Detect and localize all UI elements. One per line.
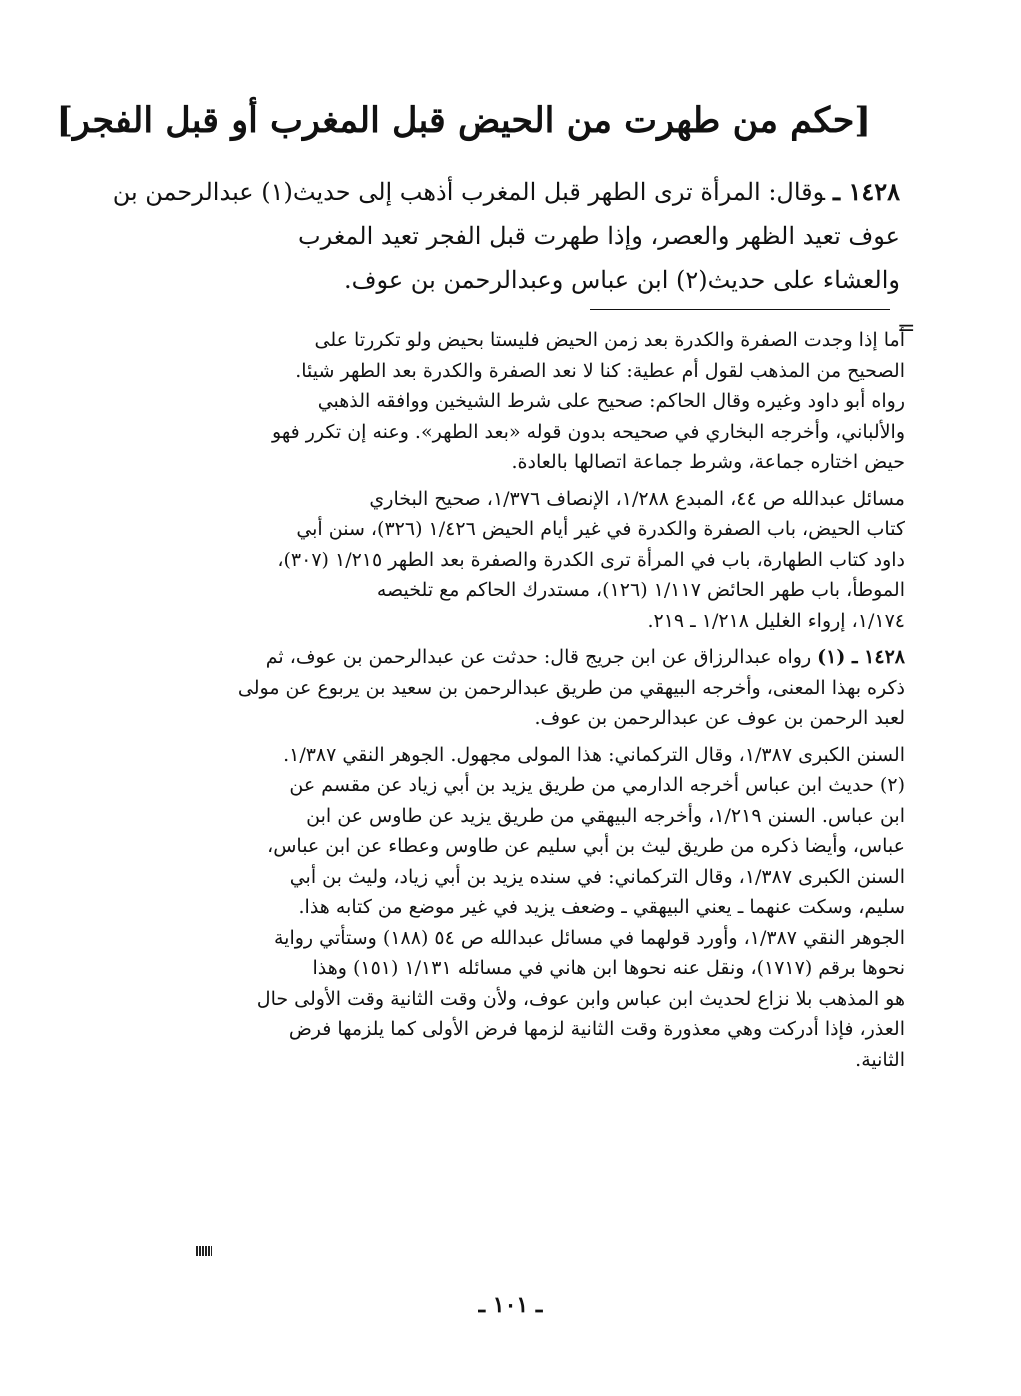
main-text: [112, 170, 900, 302]
main-line-1-text: وقال: المرأة ترى الطهر قبل المغرب أذهب إلى حديث(١) عبدالرحمن بن: [112, 178, 826, 206]
footnote-2-line: العذر، فإذا أدركت وهي معذورة وقت الثانية لزمها فرض الأولى كما يلزمها فرض: [288, 1018, 905, 1040]
footnote-1-line: ذكره بهذا المعنى، وأخرجه البيهقي من طريق عبدالرحمن بن سعيد بن يربوع عن مولى: [237, 676, 905, 699]
footnote-2-line: (٢) حديث ابن عباس أخرجه الدارمي من طريق يزيد بن أبي زياد عن مقسم عن: [289, 774, 905, 796]
commentary-line: أما إذا وجدت الصفرة والكدرة بعد زمن الحيض فليستا بحيض ولو تكررتا على: [314, 329, 905, 351]
footnote-divider: [590, 309, 890, 310]
footnote-1-line: لعبد الرحمن بن عوف عن عبدالرحمن بن عوف.: [534, 707, 905, 729]
page-number: ـ ١٠١ ـ: [478, 1292, 543, 1318]
reference-line: ١/١٧٤، إرواء الغليل ١/٢١٨ ـ ٢١٩.: [647, 609, 905, 632]
footnote-2-line: الجوهر النقي ١/٣٨٧، وأورد قولهما في مسائل عبدالله ص ٥٤ (١٨٨) وستأتي رواية: [273, 926, 905, 949]
entry-number: ١٤٢٨ ـ: [833, 177, 900, 206]
footnote-1-number: ١٤٢٨ ـ (١): [817, 646, 905, 668]
continuation-mark: =: [897, 316, 916, 341]
commentary-line: رواه أبو داود وغيره وقال الحاكم: صحيح على شرط الشيخين ووافقه الذهبي: [317, 390, 905, 412]
commentary-line: الصحيح من المذهب لقول أم عطية: كنا لا نعد الصفرة والكدرة بعد الطهر شيئا.: [295, 359, 905, 382]
commentary-line: والألباني، وأخرجه البخاري في صحيحه بدون قوله «بعد الطهر». وعنه إن تكرر فهو: [272, 420, 905, 443]
footnote-1-text: رواه عبدالرزاق عن ابن جريج قال: حدثت عن عبدالرحمن بن عوف، ثم: [265, 646, 812, 668]
reference-line: مسائل عبدالله ص ٤٤، المبدع ١/٢٨٨، الإنصاف ١/٣٧٦، صحيح البخاري: [369, 487, 905, 510]
reference-line: كتاب الحيض، باب الصفرة والكدرة في غير أيام الحيض ١/٤٢٦ (٣٢٦)، سنن أبي: [296, 518, 905, 540]
footnote-2-line: هو المذهب بلا نزاع لحديث ابن عباس وابن عوف، ولأن وقت الثانية وقت الأولى حال: [256, 987, 905, 1010]
footnote-2-line: سليم، وسكت عنهما ـ يعني البيهقي ـ وضعف يزيد في غير موضع من كتابه هذا.: [298, 896, 905, 918]
reference-line: داود كتاب الطهارة، باب في المرأة ترى الكدرة والصفرة بعد الطهر ١/٢١٥ (٣٠٧)،: [277, 548, 905, 571]
commentary-line: حيض اختاره جماعة، وشرط جماعة اتصالها بالعادة.: [511, 451, 905, 473]
main-line-1: [112, 170, 900, 214]
footnote-2-line: الثانية.: [855, 1048, 905, 1071]
footnote-2-line: السنن الكبرى ١/٣٨٧، وقال التركماني: في سنده يزيد بن أبي زياد، وليث بن أبي: [289, 865, 905, 888]
main-line-2: عوف تعيد الظهر والعصر، وإذا طهرت قبل الفجر تعيد المغرب: [297, 222, 900, 250]
footnote-1-line: [185, 642, 905, 673]
end-mark: [196, 1246, 212, 1256]
footnote-2-line: ابن عباس. السنن ١/٢١٩، وأخرجه البيهقي من طريق يزيد عن طاوس عن ابن: [306, 804, 905, 827]
footnote-2-line: نحوها برقم (١٧١٧)، ونقل عنه نحوها ابن هاني في مسائله ١/١٣١ (١٥١) وهذا: [312, 957, 905, 979]
main-line-3: والعشاء على حديث(٢) ابن عباس وعبدالرحمن بن عوف.: [343, 266, 900, 294]
footnotes: [185, 325, 905, 1075]
reference-line: الموطأ، باب طهر الحائض ١/١١٧ (١٢٦)، مستدرك الحاكم مع تلخيصه: [376, 579, 905, 601]
section-heading: [حكم من طهرت من الحيض قبل المغرب أو قبل الفجر]: [56, 100, 871, 141]
footnote-2-line: عباس، وأيضا ذكره من طريق ليث بن أبي سليم عن طاوس وعطاء عن ابن عباس،: [267, 835, 905, 857]
footnote-1-line: السنن الكبرى ١/٣٨٧، وقال التركماني: هذا المولى مجهول. الجوهر النقي ١/٣٨٧.: [283, 743, 905, 766]
